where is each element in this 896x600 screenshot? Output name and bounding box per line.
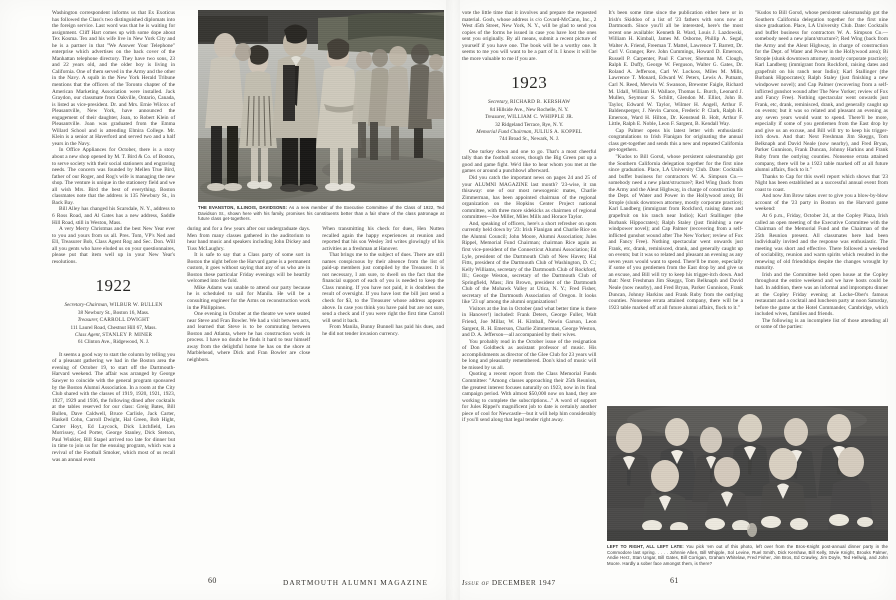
paragraph: during and for a few years after our undergraduate days. Men from many classes gathered in the auditorium to hear band music and speakers including John Dickey and Tuss McLaughry. (187, 226, 311, 252)
paragraph: It is safe to say that a Class party of some sort in Boston the night before the Harvard game is a permanent custom, it goes without saying that any of us who are in Boston these particular Friday evenings will be heartily welcomed into the fold. (187, 252, 311, 285)
officer-entry (462, 99, 596, 114)
folio-left: 60 (208, 576, 217, 585)
paragraph: From Manila, Bunny Bunnell has paid his dues, and he did not tender invasion currency. (322, 324, 444, 337)
right-page-footer (452, 576, 896, 590)
photo-graphic (198, 10, 444, 202)
paragraph: Thanks to Cap for this swell report which shows that '23 Night has been established as a successful annual event from coast to coast. (754, 173, 888, 193)
paragraph: When transmitting his check for dues, Hen Nutten recalled again the happy experiences at reunion and reported that his son Wesley 3rd writes glowingly of his activities as a freshman at Hanover. (322, 226, 444, 252)
issue-line-italic: Issue of (462, 578, 490, 587)
photo-graphic (607, 406, 888, 541)
paragraph: The following is an incomplete list of those attending all or some of the parties: (754, 317, 888, 331)
class-year-heading-1923: 1923 (511, 73, 548, 93)
paragraph: It seems a good way to start the column by telling you of a pleasant gathering we had in the Boston area the evening of October 19, to start off the Dartmouth-Harvard weekend. The affair was arranged by George Sawyer to coincide with the general program sponsored by the Boston Alumni Association. In a room at the City Club shared with the classes of 1919, 1920, 1921, 1923, 1927, 1929 and 1936, the following dined after cocktails at the tables reserved for our class: Greig Bates, Bill Bullen, Dave Caldwell, Bruce Carlisle, Jack Carter, Haskell Cohn, Carroll Dwight, Hal Green, Bob Hight, Carter Hoyt, Ed Laycock, Dick Litchfield, Len Morrissey, Ced Porter, George Stanley, Dick Stetson, Paul Winkler, Bill Stapel arrived too late for dinner but in time to join us for the ensuing program, which was a revival of the Football Smoker, which most of us recall was an annual event (52, 351, 176, 463)
officer-address: 38 Newbury St., Boston 16, Mass. (77, 309, 150, 316)
left-column-1 (52, 10, 175, 555)
paragraph: One evening in October at the theatre we were seated near Steve and Fran Bowler. We had a visit between acts, and learned that Steve is to be commuting between Boston and Atlanta, where he has construction work in process. I have no doubt he finds it hard to tear himself away from the delightful home he has on the shore at Marblehead, where Dick and Fran Bowler are close neighbors. (187, 311, 311, 363)
officer-name: WILLIAM C. WHIPPLE JR. (507, 114, 574, 121)
caption-body: As a new member of the Executive Committee of the Class of 1922, Ted Davidson Sr., shown here with his family, promises his constituents better than a fair share of the class patronage at future class get-togethers. (198, 205, 444, 221)
officer-name: CARROLL DWIGHT (99, 317, 150, 324)
paragraph: vote the little time that it involves and prepare the requested material. Gosh, whose address is c/o Covard-McCann, Inc., 2 West 45th Street, New York, N. Y., will be glad to send you copies of the forms he issued in case you have lost the ones sent you originally. By all means, submit a recent picture of yourself if you have one. The book will be a worthy one. It seems to me you will want to be a part of it. I know it will be the more valuable to me if you are. (462, 10, 597, 62)
officer-entry (462, 114, 596, 129)
paragraph: Quoting a recent report from the Class Memorial Funds Committee: "Among classes approaching their 25th Reunion, the greatest interest focuses naturally on 1923, now in its final campaign period. With almost $50,000 now on hand, they are working to complete the subscriptions..." A word of support for Jules Rippel's magnificent job to date is certainly another piece of cool for Newcastle—but it will help him considerably if you'll send along that legal tender right away. (462, 371, 597, 424)
officer-address: 84 Hillside Ave., New Rochelle, N. Y. (489, 106, 569, 113)
paragraph: That brings me to the subject of dues. There are still names conspicuous by their absence from the list of paid-up members just compiled by the Treasurer. It is not necessary, I am sure, to dwell on the fact that the financial support of each of you is needed to keep the Class running. If you have not paid, it is doubtless the result of oversight. If you have lost the bill just send a check for $3, to the Treasurer whose address appears above. In case you think you have paid but are not sure, send a check and if you were right the first time Carroll will send it back. (322, 252, 444, 324)
paragraph: Bill Alley has changed his Scarsdale, N. Y., address to 6 Ross Road, and Al Gates has a new address, Saddle Hill Road, still in Weston, Mass. (52, 206, 176, 226)
paragraph: In Office Appliances for October, there is a story about a new shop opened by M. T. Bird & Co. of Boston, to serve society with their social stationers and engraving needs. The concern was founded by Mellen True Bird, father of our Roger, and Rog's wife is managing the new shop. The venture is unique in the stationery field and we all wish Mrs. Bird the best of everything. Boston classmates note that the address is 135 Newbury St., in Back Bay. (52, 147, 176, 206)
paragraph: Washington correspondent informs us that Ex Exoticus has followed the Class's two distinguished diplomats into the foreign service. Last word was that he is waiting for assignment. Cliff Hart comes up with some dope about Tex Kosma. Tex and his wife live in New York City and he is a partner in that "We Answer Your Telephone" enterprise which advertises on the back cover of the Manhattan telephone directory. They have two sons, 23 and 22 years old, and the older boy is living in California. One of them served in the Army and the other in the Navy. A squib in the New York Herald Tribune mentions that the officers of the Toronto chapter of the American Marketing Association were installed. Jack Graydon, our classmate from Oakville, Ontario, Canada, is listed as vice-president. Dr. and Mrs. Ernie Wilcox of Pleasantville, New York, have announced the engagement of their daughter, Joan, to Robert Klein of Pleasantville. Joan was graduated from the Emma Willard School and is attending Elmira College. Mr. Klein is a senior at Haverford and served two and a half years in the Navy. (52, 10, 176, 147)
left-page-footer (0, 576, 452, 590)
photo-caption-top (198, 205, 444, 222)
officer-role: Treasurer, (77, 317, 99, 324)
folio-right: 61 (670, 576, 679, 585)
paragraph: One turkey down and one to go. That's a most cheerful tally than the football scores, though the Big Green put up a good and game fight. We'd like to hear whom you met at the games or around a punchbowl afterward. (462, 148, 597, 175)
paragraph: Irish and the Committee held open house at the Copley throughout the entire weekend and we have hosts could be had. In addition, there was an informal and impromptu dinner at the Copley Friday evening at Locke-Ober's famous restaurant and a cocktail and luncheon party at noon Saturday, before the game at the Hotel Commander, Cambridge, which included wives, families and friends. (754, 271, 888, 318)
photo-block-bottom (607, 406, 888, 566)
paragraph: And, speaking of officers, here's a short refresher on spots currently held down by '23: Irish Flanigan and Charlie Rice on the Alumni Council; John Moore, Alumni Association; Jules Rippel, Memorial Fund Chairman; chairman Rice again as first vice-president of the Connecticut Alumni Association; Ed Lyle, president of the Dartmouth Club of New Haven; Hal Fitts, president of the Dartmouth Club of Washington, D. C.; Kelly Williams, secretary of the Dartmouth Club of Rockford, Ill.; George Weston, secretary of the Dartmouth Club of Springfield, Mass; Jim Brown, president of the Dartmouth Club of the Mohawk Valley at Utica, N. Y.; Fred Fisher, secretary of the Dartmouth Association of Oregon. It looks like '23 up' among the alumni organizations! (462, 220, 597, 306)
officer-address: 61 Clinton Ave., Ridgewood, N. J. (77, 339, 150, 346)
class-officers-1922 (52, 302, 175, 346)
caption-lead: THE EVANSTON, ILLINOIS, DAVIDSONS: (198, 205, 288, 210)
class-officers-1923 (462, 99, 596, 143)
issue-line (462, 578, 556, 587)
officer-address: 111 Laurel Road, Chestnut Hill 67, Mass. (70, 324, 157, 331)
paragraph: It's been some time since the publication either here or in Irish's Skiddoo of a list of '23 fathers with sons now at Dartmouth. Since you'll all be interested, here's the most recent one available: Kenneth B. Ward, Louis J. Lazdowski, William H. Kimball, James M. Osborne, Phillip A. Segal, Walter A. Friend, Freeman T. Mattel, Lawrence T. Barrett, Dr. Carl V. Granger, Rev. John Cummings, Howard D. Emerson, Russell P. Carpenter, Paul F. Carver, Sherman M. Clough, Ralph E. Duffy, George W. Ferguson, Walter G. Gates, Dr. Roland A. Jefferson, Carl W. Lockoss, Miles M. Mills, Lawrence T. Monard, Edward W. Peters, Lewis A. Putnam, Carl N. Reed, Merwin W. Swanson, Brewster Faigle, Richard M. Udall, William H. Wallace, Thomas L. Burch, Leonard J. Mullen, Seymour S. Schlitt, Glendon M. Elliot, John B. Taylor, Edward W. Taylor, Wilmer H. Angell, Arthur F. Baldensperger, J. Nevin Carson, Frederic P. Clark, Ralph H. Emerson, Ward H. Hilton, Dr. Kenstead B. Holt, Arthur F. Little, Ralph E. Noble, Leon F. Sargent, B. Kendall Way. (608, 10, 743, 128)
officer-entry (52, 317, 175, 332)
paragraph: A very Merry Christmas and the best New Year ever to you and yours from us all. Pres. Tom, VP's Ned and Ell, Treasurer Bob, Class Agent Rog and Sec. Don. Will all you gents who have eluded us on your questionnaires, please put that item well up in your New Year's resolutions. (52, 226, 176, 265)
officer-role: Memorial Fund Chairman, (476, 129, 533, 135)
officer-name: WILBUR W. BULLEN (109, 302, 163, 309)
officer-role: Class Agent, (74, 331, 101, 338)
right-column-1 (462, 10, 596, 555)
officer-address: 744 Broad St., Newark, N. J. (499, 136, 560, 143)
class-year-heading-1922: 1922 (95, 276, 132, 296)
bros-knight-dinner-photo (607, 406, 888, 541)
caption-lead: LEFT TO RIGHT, ALL LEFT LATE: (607, 544, 684, 549)
page-right (452, 0, 896, 600)
paragraph: Cap Palmer opens his latest letter with enthusiastic congratulations to Irish Flanigan for originating the annual class get-together and sends this a new and repeated California get-togethers. (608, 127, 743, 154)
paragraph: And now Jim Brow takes over to give you a blow-by-blow account of the '23 party in Boston on the Harvard game weekend: (754, 193, 888, 213)
officer-address: 32 Ridgeland Terrace, Rye, N. Y. (495, 121, 564, 128)
officer-role: Secretary-Chairman, (64, 302, 109, 309)
caption-body: You pick 'em out of this photo, left over from the Bros-Knight post-annual dinner party in the Commodore last spring. . . . . Johnnie Allen, Bill Whipple, Sol Levine, Ruel Smith, Dick Kershaw, Bill Kelly, Stvie Knight, Brooks Palmer, Andie Herz, Stan Ungar, Bill Gates, Bill Corrigan, Graham Whitelaw, Fred Fisher, Jim Bros, Ed Crawley, Jim Doyle, Ted Hellwig, and John Moore. Hardly a sober face amongst them, is there? (607, 544, 888, 566)
officer-role: Treasurer, (485, 114, 506, 121)
paragraph: Mike Adams was unable to attend our party because he is scheduled to sail for Manila. He will be a consulting engineer for the Arms on reconstruction work in the Philippines. (187, 284, 311, 311)
officer-role: Secretary, (488, 99, 509, 106)
paragraph: "Kudos to Bill Gorsd, whose persistent salesmanship got the Southern California delegation together for the first nine since graduation. Place, LA University Club. Date: Cocktails and buffet business for contractors W. A. Simpson Co.—somebody need a new plant/structure?; Red Wing (back from the Army and the Aleut Highway, in charge of construction for the Dept. of Water and Power in the Hollywood area); Bi Strople (slunk downtown attorney, mostly corporate practice); Karl Landberg (immigrant from Rockford, raising dates and grapefruit on his ranch near Indio); Karl Stallinger (the Burbank Hippocrates); Ralph Staley (just finishing a new windpower novel); and Cap Palmer (recovering from a self-inflicted gunshot wound after The New Yorker; review of Fox and Fancy Free). Nothing spectacular went onwards just Frank, etc, drank, reminisced, drank, and generally caught up on events; but it was so related and pleasant an evening as any seven years would want to spend. There'll be more, especially if some of you gentlemen from the East drop by and give us an excuse, and Bill will try to keep his trigger-itch down. And that: Next Freshman Jim Skeggs, Tom Belknaph and David Neale (now nearby), and Fred Bryan, Parker Gunnison, Frank Duncan, Johnny Harkins and Frank Ruby from the outlying counties. Nonsense errata attained company, there will be a 1923 table marked off at all future alumni affairs, flock to it." (754, 10, 888, 174)
officer-name: RICHARD B. KERSHAW (510, 99, 571, 106)
paragraph: You probably read in the October issue of the resignation of Don Goldbeck as assistant professor of music. His accomplishments as director of the Glee Club for 23 years will be long and pleasantly remembered. Don's kind of music will be missed by us all. (462, 338, 597, 371)
issue-line-date: DECEMBER 1947 (491, 578, 556, 587)
photo-block-top (198, 10, 444, 222)
officer-entry (52, 302, 175, 317)
running-head: DARTMOUTH ALUMNI MAGAZINE (283, 578, 429, 587)
photo-caption-bottom (607, 544, 888, 566)
evanston-davidsons-photo (198, 10, 444, 202)
paragraph: At 6 p.m., Friday, October 24, at the Copley Plaza, Irish called an open meeting of the Executive Committee with the Chairman of the Memorial Fund and the Chairman of the 25th Reunion present. All classmates here had been individually invited and the response was enthusiastic. The meeting was short and effective. There followed a weekend of sociability, reunion and warm spirits which resulted in the renewing of old friendships despite the changes wrought by maturity. (754, 212, 888, 272)
paragraph: "Kudos to Bill Gorsd, whose persistent salesmanship got the Southern California delegation together for the first nine since graduation. Place, LA University Club. Date: Cocktails and buffet business for contractors W. A. Simpson Co.—somebody need a new plant/structure?; Red Wing (back from the Army and the Aleut Highway, in charge of construction for the Dept. of Water and Power in the Hollywood area); Bi Strople (slunk downtown attorney, mostly corporate practice); Karl Landberg (immigrant from Rockford, raising dates and grapefruit on his ranch near Indio); Karl Stallinger (the Burbank Hippocrates); Ralph Staley (just finishing a new windpower novel); and Cap Palmer (recovering from a self-inflicted gunshot wound after The New Yorker; review of Fox and Fancy Free). Nothing spectacular went onwards just Frank, etc, drank, reminisced, drank, and generally caught up on events; but it was so related and pleasant an evening as any seven years would want to spend. There'll be more, especially if some of you gentlemen from the East drop by and give us an excuse, and Bill will try to keep his trigger-itch down. And that: Next Freshman Jim Skeggs, Tom Belknaph and David Neale (now nearby), and Fred Bryan, Parker Gunnison, Frank Duncan, Johnny Harkins and Frank Ruby from the outlying counties. Nonsense errata attained company, there will be a 1923 table marked off at all future alumni affairs, flock to it." (608, 154, 743, 311)
officer-name: STANLEY P. MINER (102, 331, 153, 338)
paragraph: Visitors at the Inn in October (and what better time is there in Hanover!) included: Frank Deters, George Fuller, Walt Friend, Joe Millar, W. H. Kimball, Newin Garson, Leon Sargent, R. H. Emerson, Charlie Zimmerman, George Weston, and D. A. Jefferson—all accompanied by their wives. (462, 305, 597, 339)
officer-entry (52, 332, 175, 347)
paragraph: Did you catch the important news on pages 24 and 25 of your ALUMNI MAGAZINE last month? '23-wise, it ran thisaway: one of our most newsogenic mates, Charlie Zimmerman, has been appointed chairman of the regional organization on the Hopkins Center Project national committee, with three more sidekicks as chairmen of regional committees—Joe Miller, Miles Mills and Horace Taylor. (462, 175, 597, 221)
officer-name: JULIUS A. KOPPEL (533, 129, 583, 135)
officer-entry (462, 129, 596, 144)
